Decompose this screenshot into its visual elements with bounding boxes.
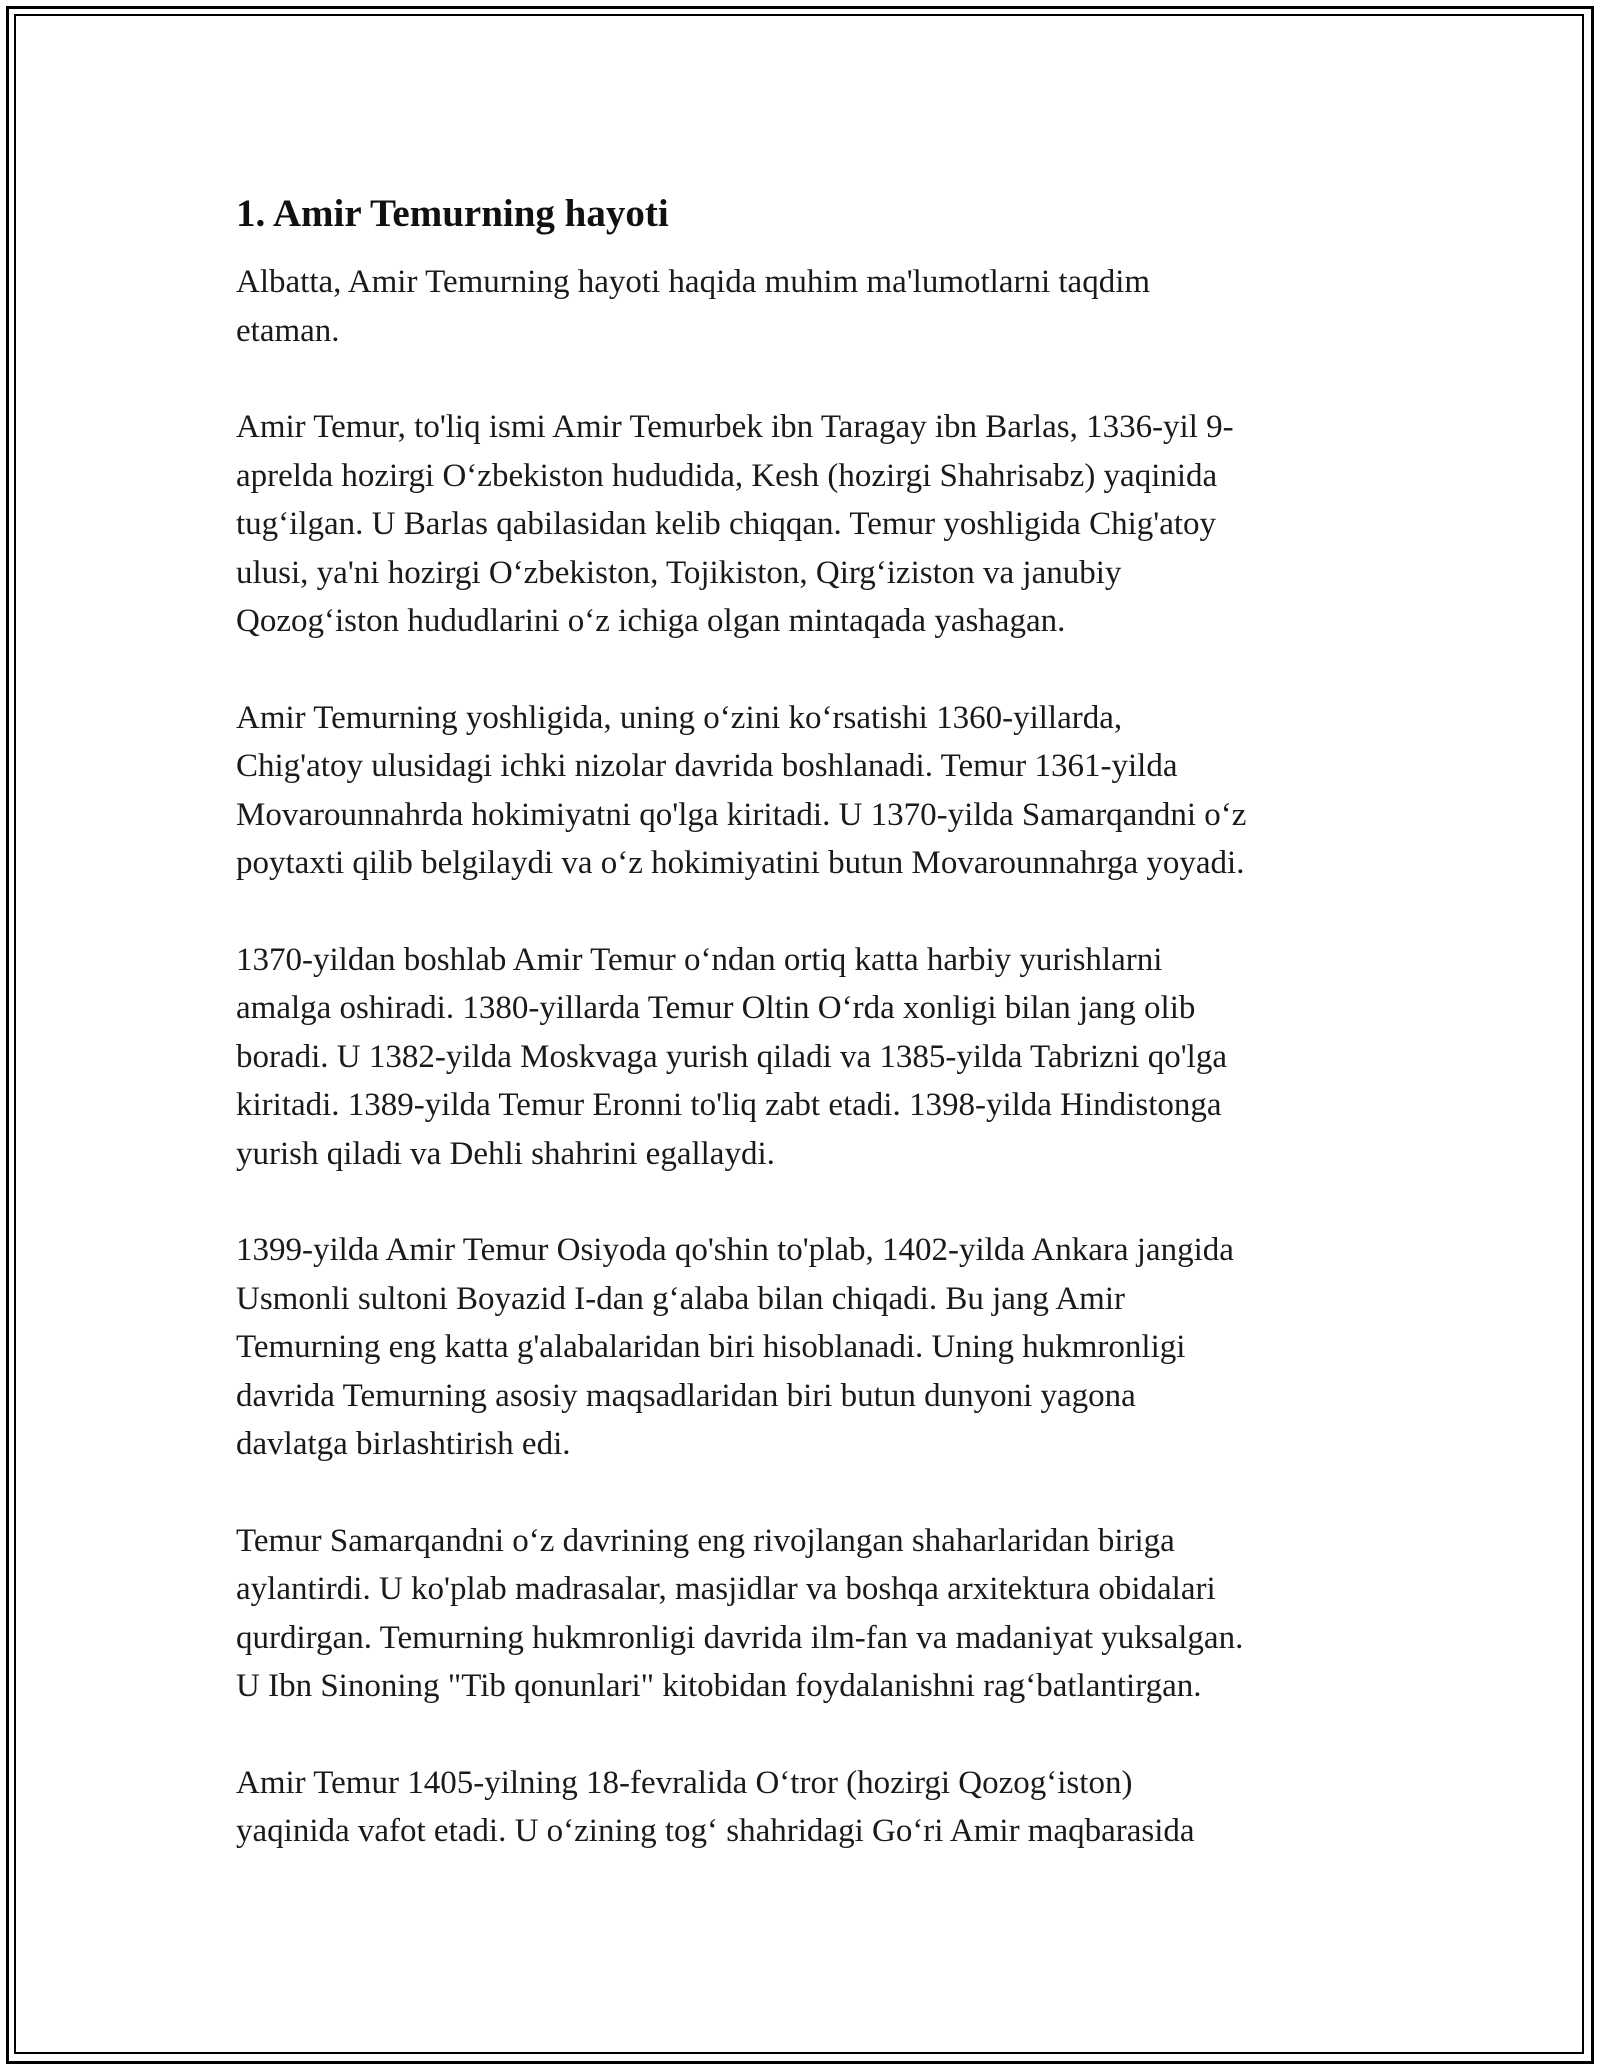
document-body <box>236 190 1366 1904</box>
text-line: davrida Temurning asosiy maqsadlaridan biri butun dunyoni yagona <box>236 1377 1136 1414</box>
text-line: etaman. <box>236 312 340 349</box>
text-line: 1399-yilda Amir Temur Osiyoda qo'shin to'plab, 1402-yilda Ankara jangida <box>236 1232 1234 1268</box>
text-line: Temurning eng katta g'alabalaridan biri hisoblanadi. Uning hukmronligi <box>236 1329 1186 1365</box>
text-line: yurish qiladi va Dehli shahrini egallaydi. <box>236 1135 775 1172</box>
text-line: Amir Temur, to'liq ismi Amir Temurbek ibn Taragay ibn Barlas, 1336-yil 9- <box>236 409 1234 445</box>
section-heading: 1. Amir Temurning hayoti <box>236 192 669 235</box>
text-line: kiritadi. 1389-yilda Temur Eronni to'liq zabt etadi. 1398-yilda Hindistonga <box>236 1087 1222 1123</box>
text-line: Temur Samarqandni o‘z davrining eng rivojlangan shaharlaridan biriga <box>236 1522 1175 1559</box>
text-line: ulusi, ya'ni hozirgi O‘zbekiston, Tojikiston, Qirg‘iziston va janubiy <box>236 554 1122 591</box>
paragraph-ankara <box>236 1226 1366 1469</box>
text-line: 1370-yildan boshlab Amir Temur o‘ndan ortiq katta harbiy yurishlarni <box>236 941 1163 978</box>
paragraph-death <box>236 1759 1366 1856</box>
text-line: Qozog‘iston hududlarini o‘z ichiga olgan mintaqada yashagan. <box>236 603 1066 639</box>
text-line: U Ibn Sinoning "Tib qonunlari" kitobidan foydalanishni rag‘batlantirgan. <box>236 1668 1202 1704</box>
text-line: tug‘ilgan. U Barlas qabilasidan kelib chiqqan. Temur yoshligida Chig'atoy <box>236 506 1217 542</box>
text-line: Movarounnahrda hokimiyatni qo'lga kiritadi. U 1370-yilda Samarqandni o‘z <box>236 796 1247 833</box>
paragraph-birth <box>236 403 1366 646</box>
text-line: aylantirdi. U ko'plab madrasalar, masjidlar va boshqa arxitektura obidalari <box>236 1571 1216 1607</box>
text-line: aprelda hozirgi O‘zbekiston hududida, Kesh (hozirgi Shahrisabz) yaqinida <box>236 457 1218 494</box>
text-line: yaqinida vafot etadi. U o‘zining tog‘ shahridagi Go‘ri Amir maqbarasida <box>236 1813 1195 1849</box>
paragraph-campaigns <box>236 936 1366 1179</box>
paragraph-samarkand <box>236 1517 1366 1711</box>
text-line: boradi. U 1382-yilda Moskvaga yurish qiladi va 1385-yilda Tabrizni qo'lga <box>236 1038 1227 1075</box>
text-line: Chig'atoy ulusidagi ichki nizolar davrida boshlanadi. Temur 1361-yilda <box>236 748 1178 784</box>
text-line: davlatga birlashtirish edi. <box>236 1426 571 1462</box>
paragraph-intro <box>236 258 1366 355</box>
paragraph-rise-to-power <box>236 694 1366 888</box>
text-line: Usmonli sultoni Boyazid I-dan g‘alaba bilan chiqadi. Bu jang Amir <box>236 1280 1126 1317</box>
text-line: qurdirgan. Temurning hukmronligi davrida ilm-fan va madaniyat yuksalgan. <box>236 1619 1244 1656</box>
text-line: Albatta, Amir Temurning hayoti haqida muhim ma'lumotlarni taqdim <box>236 264 1151 300</box>
text-line: poytaxti qilib belgilaydi va o‘z hokimiyatini butun Movarounnahrga yoyadi. <box>236 845 1245 881</box>
text-line: amalga oshiradi. 1380-yillarda Temur Oltin O‘rda xonligi bilan jang olib <box>236 990 1196 1026</box>
text-line: Amir Temur 1405-yilning 18-fevralida O‘tror (hozirgi Qozog‘iston) <box>236 1764 1133 1801</box>
text-line: Amir Temurning yoshligida, uning o‘zini ko‘rsatishi 1360-yillarda, <box>236 699 1123 736</box>
